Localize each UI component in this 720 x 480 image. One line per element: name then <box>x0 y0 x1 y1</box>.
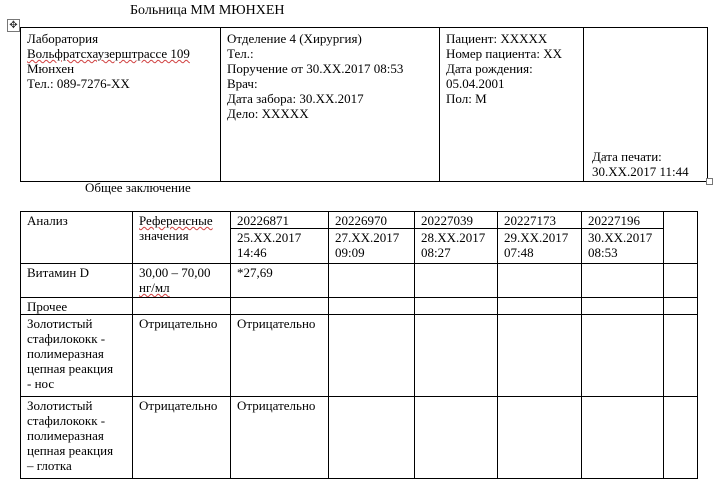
result-cell <box>664 264 698 298</box>
department-phone: Тел.: <box>227 46 254 61</box>
result-value: Отрицательно <box>231 315 329 397</box>
patient-info-cell <box>440 28 584 182</box>
order-id-3: 20227039 <box>415 212 498 229</box>
lab-phone: Тел.: 089-7276-XX <box>27 76 130 91</box>
result-cell <box>664 397 698 479</box>
column-header-analysis: Анализ <box>21 212 133 264</box>
result-cell <box>582 397 664 479</box>
analysis-name: Витамин D <box>21 264 133 298</box>
print-info-cell <box>584 28 708 182</box>
order-datetime-3: 28.XX.2017 08:27 <box>415 229 498 264</box>
patient-dob-label: Дата рождения: <box>446 61 533 76</box>
result-value: Отрицательно <box>231 397 329 479</box>
reference-value: 30,00 – 70,00 нг/мл <box>133 264 231 298</box>
result-cell <box>415 397 498 479</box>
result-cell <box>498 315 582 397</box>
summary-title: Общее заключение <box>85 180 191 195</box>
patient-sex: Пол: М <box>446 91 487 106</box>
analysis-name: Золотистый стафилококк - полимеразная цепная реакция - нос <box>21 315 133 397</box>
result-cell <box>415 298 498 315</box>
result-cell <box>415 315 498 397</box>
header-table <box>20 27 708 182</box>
table-row <box>21 264 698 298</box>
table-move-handle-icon[interactable]: ✥ <box>7 19 20 32</box>
print-date-value: 30.XX.2017 11:44 <box>592 164 689 179</box>
order-id-1: 20226871 <box>231 212 329 229</box>
lab-info-cell <box>21 28 221 182</box>
table-resize-handle[interactable] <box>706 178 713 185</box>
order-datetime-1: 25.XX.2017 14:46 <box>231 229 329 264</box>
order-datetime-2: 27.XX.2017 09:09 <box>329 229 415 264</box>
result-cell <box>582 264 664 298</box>
order-date: Поручение от 30.XX.2017 08:53 <box>227 61 404 76</box>
result-cell <box>329 315 415 397</box>
result-cell <box>582 298 664 315</box>
patient-number: Номер пациента: XX <box>446 46 563 61</box>
analysis-name: Золотистый стафилококк - полимеразная цепная реакция – глотка <box>21 397 133 479</box>
department-info-cell <box>221 28 440 182</box>
lab-street: Вольфратсхаузерштрассе 109 <box>27 46 190 61</box>
result-cell <box>498 397 582 479</box>
table-row <box>21 298 698 315</box>
lab-city: Мюнхен <box>27 61 75 76</box>
lab-name: Лаборатория <box>27 31 99 46</box>
order-datetime-4: 29.XX.2017 07:48 <box>498 229 582 264</box>
case-number: Дело: XXXXX <box>227 106 309 121</box>
order-datetime-5: 30.XX.2017 08:53 <box>582 229 664 264</box>
result-cell <box>415 264 498 298</box>
result-cell <box>329 298 415 315</box>
results-table <box>20 211 698 479</box>
print-date-label: Дата печати: <box>592 149 662 164</box>
department-name: Отделение 4 (Хирургия) <box>227 31 362 46</box>
order-id-2: 20226970 <box>329 212 415 229</box>
result-cell <box>664 298 698 315</box>
table-row <box>21 397 698 479</box>
result-cell <box>329 397 415 479</box>
empty-column-header <box>664 212 698 264</box>
doctor: Врач: <box>227 76 258 91</box>
reference-value <box>133 298 231 315</box>
table-row <box>21 315 698 397</box>
order-id-4: 20227173 <box>498 212 582 229</box>
column-header-reference: Референсные значения <box>133 212 231 264</box>
patient-dob: 05.04.2001 <box>446 76 505 91</box>
result-cell <box>582 315 664 397</box>
hospital-title: Больница ММ МЮНХЕН <box>130 3 285 18</box>
analysis-name: Прочее <box>21 298 133 315</box>
order-id-5: 20227196 <box>582 212 664 229</box>
result-cell <box>498 264 582 298</box>
result-value: *27,69 <box>231 264 329 298</box>
reference-value: Отрицательно <box>133 397 231 479</box>
result-cell <box>329 264 415 298</box>
reference-value: Отрицательно <box>133 315 231 397</box>
result-cell <box>664 315 698 397</box>
result-cell <box>498 298 582 315</box>
patient-name: Пациент: XXXXX <box>446 31 548 46</box>
result-cell <box>231 298 329 315</box>
collection-date: Дата забора: 30.XX.2017 <box>227 91 364 106</box>
